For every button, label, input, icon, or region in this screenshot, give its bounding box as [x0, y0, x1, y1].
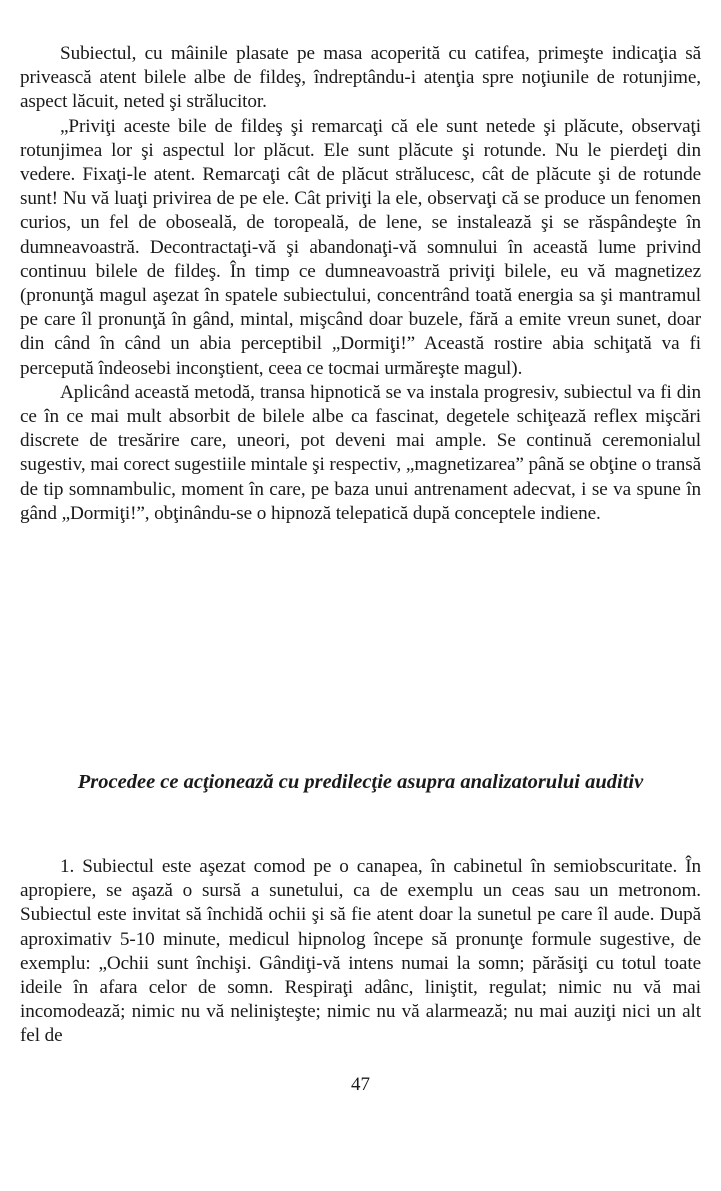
paragraph: Subiectul, cu mâinile plasate pe masa acoperită cu catifea, primeşte indicaţia să privească atent bilele albe de fildeş, îndreptându-i atenţia spre noţiunile de rotunjime, aspect lăcuit, neted şi strălucitor. [20, 43, 701, 113]
paragraph: 1. Subiectul este aşezat comod pe o canapea, în cabinetul în semiobscuritate. În apropiere, se aşază o sursă a sunetului, ca de exemplu un ceas sau un metronom. Subiectul este invitat să închidă ochii şi să fie atent doar la sunetul pe care îl aude. După aproximativ 5-10 minute, medicul hipnolog începe să pronunţe formule sugestive, de exemplu: „Ochii sunt închişi. Gândiţi-vă intens numai la somn; părăsiţi cu totul toate ideile în afara celor de somn. Respiraţi adânc, liniştit, regulat; nimic nu vă mai incomodează; nimic nu vă nelinişteşte; nimic nu vă alarmează; nu mai auziţi nici un alt fel de [20, 856, 701, 1047]
section-heading: Procedee ce acţionează cu predilecţie asupra analizatorului auditiv [77, 771, 644, 793]
paragraph: Aplicând această metodă, transa hipnotică se va instala progresiv, subiectul va fi din ce în ce mai mult absorbit de bilele albe ca fascinat, degetele schiţează reflex mişcări discrete de tresărire care, uneori, pot deveni mai ample. Se continuă ceremonialul sugestiv, mai corect sugestiile mintale şi respectiv, „magnetizarea” până se obţine o transă de tip somnambulic, moment în care, pe baza unui antrenament adecvat, i se va spune în gând „Dormiţi!”, obţinându-se o hipnoză telepatică după conceptele indiene. [20, 381, 701, 524]
page-number: 47 [351, 1074, 370, 1095]
paragraph: „Priviţi aceste bile de fildeş şi remarcaţi că ele sunt netede şi plăcute, observaţi rotunjimea lor şi aspectul lor plăcut. Ele sunt plăcute şi rotunde. Nu le pierdeţi din vedere. Fixaţi-le atent. Remarcaţi cât de plăcut strălucesc, cât de plăcute şi de rotunde sunt! Nu vă luaţi privirea de pe ele. Cât priviţi la ele, observaţi că se produce un fenomen curios, un fel de oboseală, de toropeală, de lene, se instalează şi se răspândeşte în dumneavoastră. Decontractaţi-vă şi abandonaţi-vă somnului în această lume privind continuu bilele de fildeş. În timp ce dumneavoastră priviţi bilele, eu vă magnetizez (pronunţă magul aşezat în spatele subiectului, concentrând toată energia sa şi mantramul pe care îl pronunţă în gând, mintal, mişcând doar buzele, fără a emite vreun sunet, doar din când în când un abia perceptibil „Dormiţi!” Această rostire abia schiţată va fi percepută îndeosebi inconştient, ceea ce tocmai urmăreşte magul). [20, 115, 701, 379]
body-text-bottom [20, 855, 701, 1049]
body-text-top [20, 42, 701, 526]
